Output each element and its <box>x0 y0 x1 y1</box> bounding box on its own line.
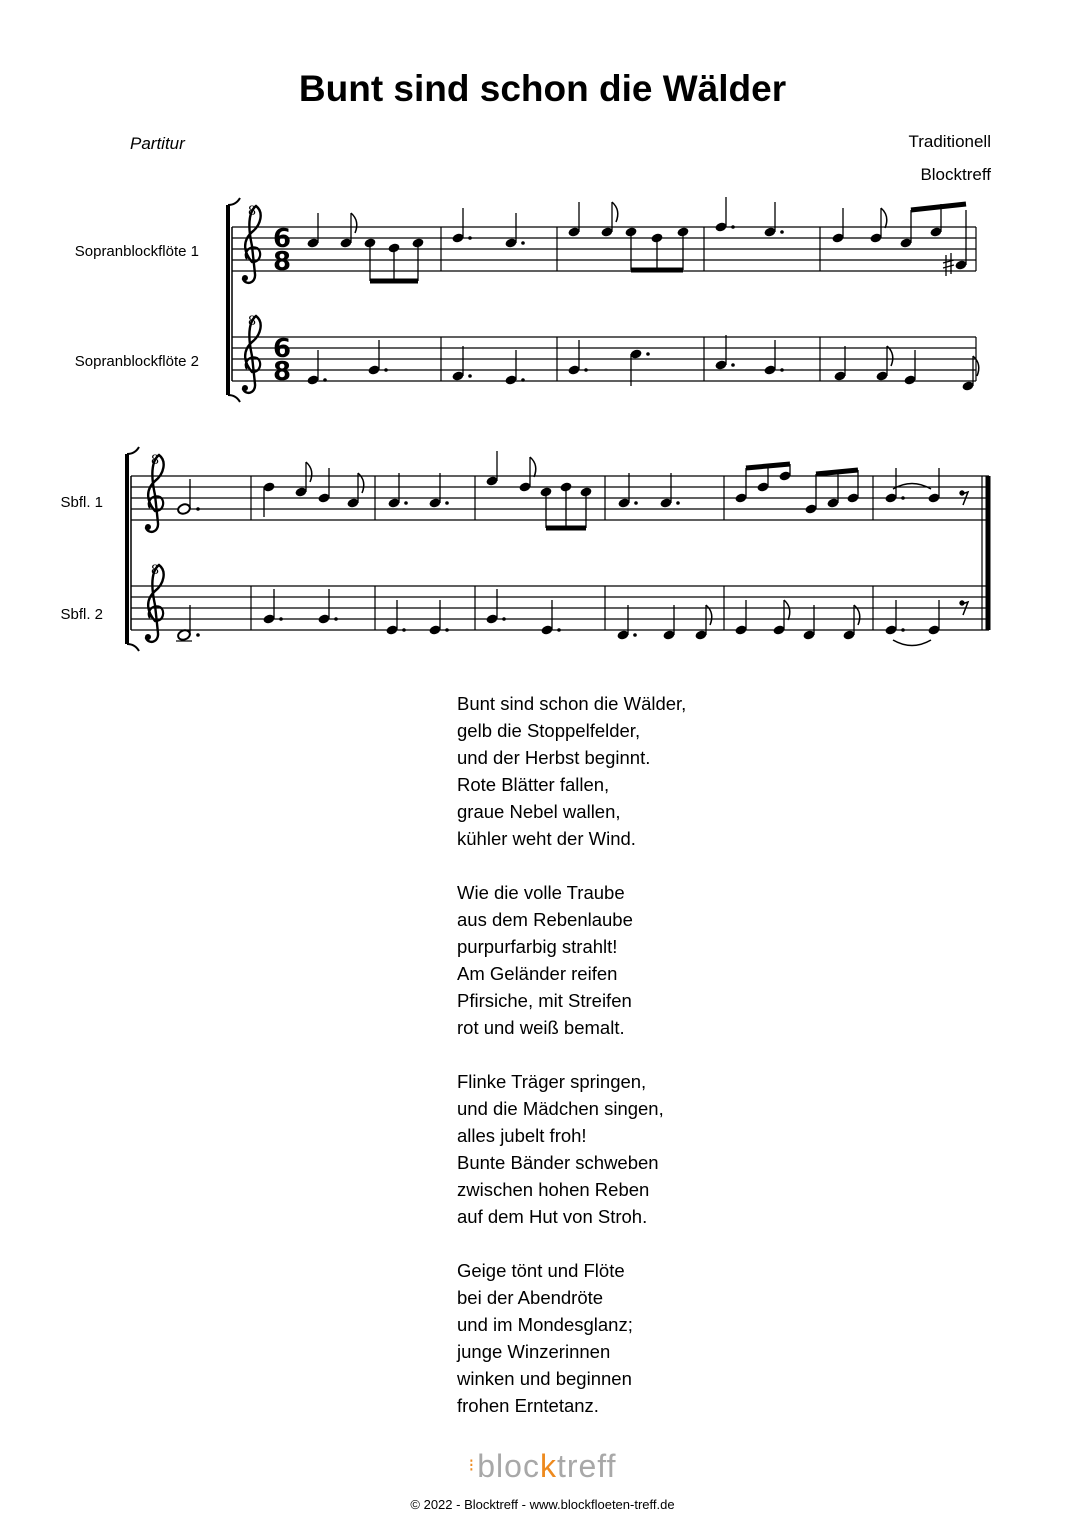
logo-dots-icon: ⁝ <box>468 1455 476 1475</box>
lyrics-line: Rote Blätter fallen, <box>457 774 610 795</box>
lyrics-line: Wie die volle Traube <box>457 882 625 903</box>
time-signature-numerator: 6 <box>272 224 292 254</box>
lyrics-line: und die Mädchen singen, <box>457 1098 664 1119</box>
lyrics-line: Flinke Träger springen, <box>457 1071 647 1092</box>
lyrics-line: Pfirsiche, mit Streifen <box>457 990 632 1011</box>
blocktreff-logo <box>0 1448 1085 1485</box>
system2-bracket <box>127 447 139 651</box>
composer-label: Traditionell <box>908 132 991 151</box>
clef-octave-mark: 8 <box>247 204 257 219</box>
instrument-label-system2-bottom: Sbfl. 2 <box>60 606 103 623</box>
lyrics-line: Geige tönt und Flöte <box>457 1260 625 1281</box>
lyrics-line: Bunte Bänder schweben <box>457 1152 659 1173</box>
staff-system1-bottom <box>232 337 976 381</box>
page-title: Bunt sind schon die Wälder <box>298 68 787 109</box>
lyrics-line: rot und weiß bemalt. <box>457 1017 625 1038</box>
clef-octave-mark: 8 <box>150 453 160 468</box>
lyrics-stanza-3 <box>457 1068 857 1230</box>
instrument-label-system1-bottom: Sopranblockflöte 2 <box>74 353 199 370</box>
sheet-music-score <box>0 0 1085 680</box>
staff-system2-top <box>131 476 989 520</box>
lyrics-line: zwischen hohen Reben <box>457 1179 650 1200</box>
lyrics-line: junge Winzerinnen <box>457 1341 611 1362</box>
lyrics-line: und der Herbst beginnt. <box>457 747 651 768</box>
lyrics-line: winken und beginnen <box>457 1368 632 1389</box>
notes-s2-top <box>177 451 968 528</box>
arranger-label: Blocktreff <box>920 165 991 184</box>
lyrics-line: Bunt sind schon die Wälder, <box>457 693 687 714</box>
score-type-label: Partitur <box>130 134 185 153</box>
lyrics-line: kühler weht der Wind. <box>457 828 636 849</box>
copyright-footer: © 2022 - Blocktreff - www.blockfloeten-treff.de <box>410 1497 675 1512</box>
lyrics-line: purpurfarbig strahlt! <box>457 936 618 957</box>
lyrics-line: auf dem Hut von Stroh. <box>457 1206 648 1227</box>
lyrics-line: bei der Abendröte <box>457 1287 604 1308</box>
song-lyrics <box>457 690 857 1446</box>
notes-s1-top <box>306 197 967 281</box>
time-signature-numerator: 6 <box>272 334 292 364</box>
time-signature-s1 <box>273 224 291 387</box>
lyrics-line: alles jubelt froh! <box>457 1125 587 1146</box>
final-barline <box>982 476 988 630</box>
lyrics-stanza-2 <box>457 879 857 1041</box>
system1-bracket <box>228 198 240 402</box>
logo-text-part: bloc <box>477 1448 540 1484</box>
clef-octave-mark: 8 <box>247 314 257 329</box>
notes-s1-bottom <box>306 335 978 392</box>
system-1 <box>228 197 979 402</box>
logo-text-part: treff <box>556 1448 617 1484</box>
logo-text-accent: k <box>539 1448 557 1484</box>
lyrics-line: graue Nebel wallen, <box>457 801 621 822</box>
lyrics-line: aus dem Rebenlaube <box>457 909 633 930</box>
instrument-label-system2-top: Sbfl. 1 <box>60 494 103 511</box>
staff-system2-bottom <box>131 586 989 630</box>
lyrics-line: gelb die Stoppelfelder, <box>457 720 641 741</box>
instrument-label-system1-top: Sopranblockflöte 1 <box>74 243 199 260</box>
time-signature-denominator: 8 <box>272 357 292 387</box>
time-signature-denominator: 8 <box>272 247 292 277</box>
clef-octave-mark: 8 <box>150 563 160 578</box>
lyrics-stanza-1 <box>457 690 857 852</box>
lyrics-line: und im Mondesglanz; <box>457 1314 633 1335</box>
lyrics-line: Am Geländer reifen <box>457 963 618 984</box>
lyrics-stanza-4 <box>457 1257 857 1419</box>
lyrics-line: frohen Erntetanz. <box>457 1395 599 1416</box>
system-2 <box>127 447 989 651</box>
